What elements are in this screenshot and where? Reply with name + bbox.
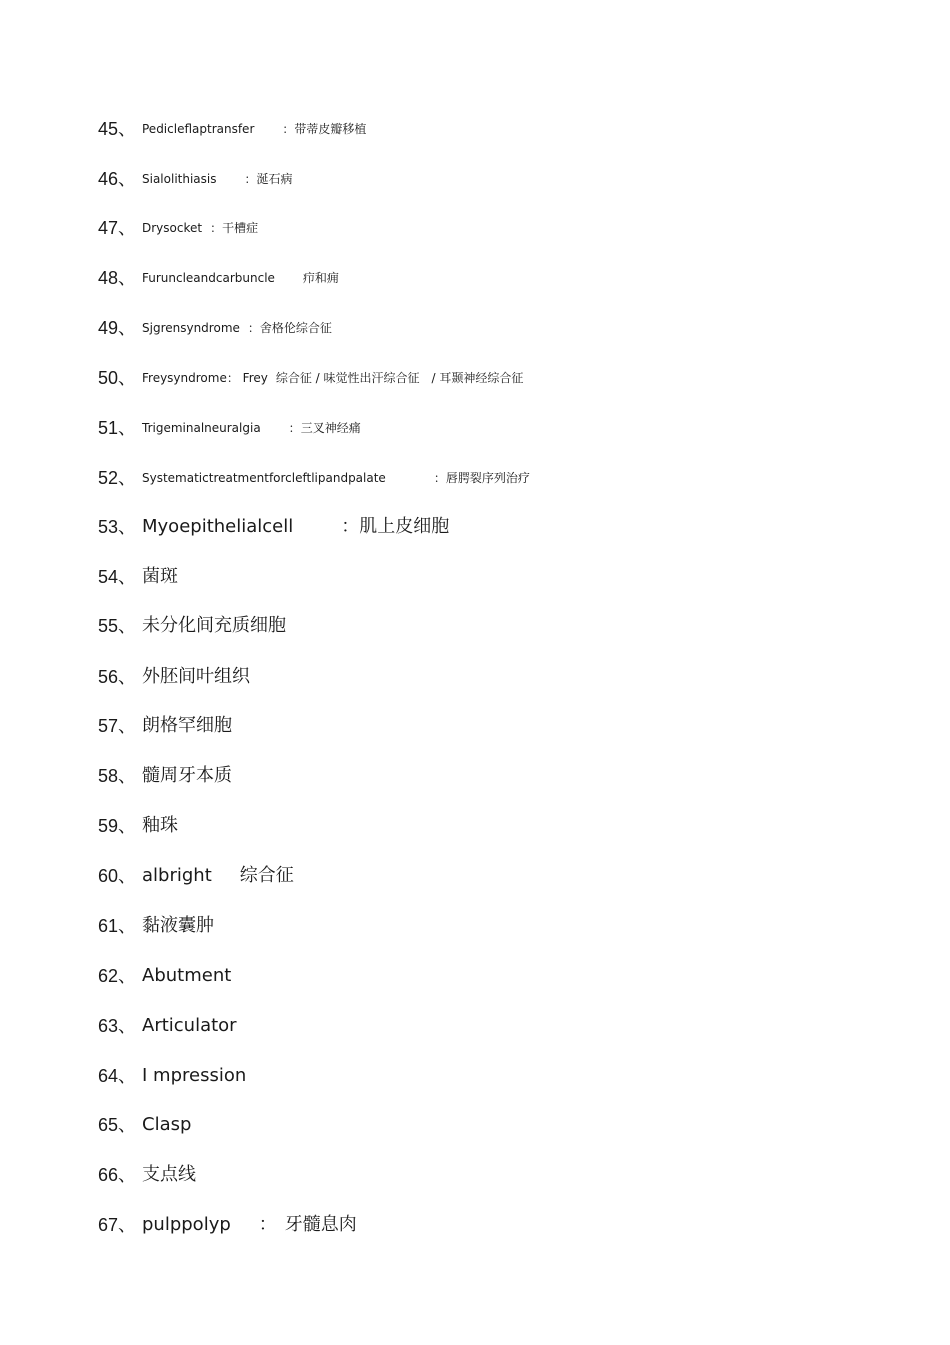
chinese-term: 干槽症 xyxy=(222,220,259,235)
chinese-term: 朗格罕细胞 xyxy=(142,714,232,736)
chinese-term: 唇腭裂序列治疗 xyxy=(445,470,530,485)
list-item xyxy=(98,414,361,440)
list-item xyxy=(98,1161,196,1187)
separator: ： xyxy=(288,420,301,435)
english-term: I mpression xyxy=(142,1064,247,1086)
item-number: 47、 xyxy=(98,217,137,238)
list-item xyxy=(98,962,231,988)
english-term: Freysyndrome： Frey xyxy=(142,370,268,385)
list-item xyxy=(98,612,286,638)
list-item xyxy=(98,464,530,490)
chinese-term: 未分化间充质细胞 xyxy=(142,614,286,636)
english-term: Furuncleandcarbuncle xyxy=(142,270,275,285)
item-number: 48、 xyxy=(98,267,137,288)
separator: ： xyxy=(210,220,223,235)
item-number: 61、 xyxy=(98,915,137,936)
chinese-term: 带蒂皮瓣移植 xyxy=(294,121,367,136)
chinese-term: 菌斑 xyxy=(142,565,178,587)
list-item xyxy=(98,712,232,738)
english-term: albright xyxy=(142,864,212,886)
chinese-term: 支点线 xyxy=(142,1163,196,1185)
item-number: 53、 xyxy=(98,516,137,537)
item-number: 51、 xyxy=(98,417,137,438)
item-number: 64、 xyxy=(98,1065,137,1086)
item-number: 67、 xyxy=(98,1214,137,1235)
english-term: Systematictreatmentforcleftlipandpalate xyxy=(142,470,386,485)
chinese-term: 综合征 / 味觉性出汗综合征 / 耳颞神经综合征 xyxy=(275,370,524,385)
item-number: 55、 xyxy=(98,615,137,636)
list-item xyxy=(98,862,294,888)
english-term: Abutment xyxy=(142,964,232,986)
chinese-term: 综合征 xyxy=(239,864,294,886)
list-item xyxy=(98,812,178,838)
english-term: Trigeminalneuralgia xyxy=(142,420,261,435)
item-number: 56、 xyxy=(98,666,137,687)
list-item xyxy=(98,1012,237,1038)
separator: ： xyxy=(341,515,360,537)
list-item xyxy=(98,314,332,340)
chinese-term: 外胚间叶组织 xyxy=(142,665,250,687)
english-term: Myoepithelialcell xyxy=(142,515,294,537)
item-number: 50、 xyxy=(98,367,137,388)
item-number: 49、 xyxy=(98,317,137,338)
chinese-term: 黏液囊肿 xyxy=(142,914,214,936)
list-item xyxy=(98,762,232,788)
chinese-term: 釉珠 xyxy=(142,814,178,836)
english-term: Sjgrensyndrome xyxy=(142,320,240,335)
separator: ： xyxy=(258,1213,277,1235)
list-item xyxy=(98,513,449,539)
separator: ： xyxy=(433,470,446,485)
separator: ： xyxy=(244,171,257,186)
chinese-term: 髓周牙本质 xyxy=(142,764,232,786)
item-number: 66、 xyxy=(98,1164,137,1185)
chinese-term: 舍格伦综合征 xyxy=(259,320,332,335)
chinese-term: 牙髓息肉 xyxy=(284,1213,357,1235)
item-number: 57、 xyxy=(98,715,137,736)
english-term: Drysocket xyxy=(142,220,203,235)
list-item xyxy=(98,563,178,589)
separator: ： xyxy=(247,320,260,335)
list-item xyxy=(98,115,366,141)
item-number: 54、 xyxy=(98,566,137,587)
item-number: 60、 xyxy=(98,865,137,886)
separator: ： xyxy=(282,121,295,136)
item-number: 52、 xyxy=(98,467,137,488)
english-term: Articulator xyxy=(142,1014,237,1036)
list-item xyxy=(98,1062,246,1088)
list-item xyxy=(98,264,339,290)
item-number: 58、 xyxy=(98,765,137,786)
english-term: Sialolithiasis xyxy=(142,171,217,186)
item-number: 65、 xyxy=(98,1114,137,1135)
list-item xyxy=(98,364,523,390)
item-number: 46、 xyxy=(98,168,137,189)
chinese-term: 疖和痈 xyxy=(302,270,339,285)
item-number: 45、 xyxy=(98,118,137,139)
list-item xyxy=(98,165,293,191)
chinese-term: 三叉神经痛 xyxy=(300,420,361,435)
chinese-term: 肌上皮细胞 xyxy=(359,515,450,537)
list-item xyxy=(98,1211,357,1237)
list-item xyxy=(98,912,214,938)
list-item xyxy=(98,214,258,240)
list-item xyxy=(98,663,250,689)
item-number: 62、 xyxy=(98,965,137,986)
list-item xyxy=(98,1111,191,1137)
english-term: Pedicleflaptransfer xyxy=(142,121,255,136)
english-term: Clasp xyxy=(142,1113,192,1135)
item-number: 63、 xyxy=(98,1015,137,1036)
english-term: pulppolyp xyxy=(142,1213,231,1235)
chinese-term: 涎石病 xyxy=(256,171,293,186)
item-number: 59、 xyxy=(98,815,137,836)
